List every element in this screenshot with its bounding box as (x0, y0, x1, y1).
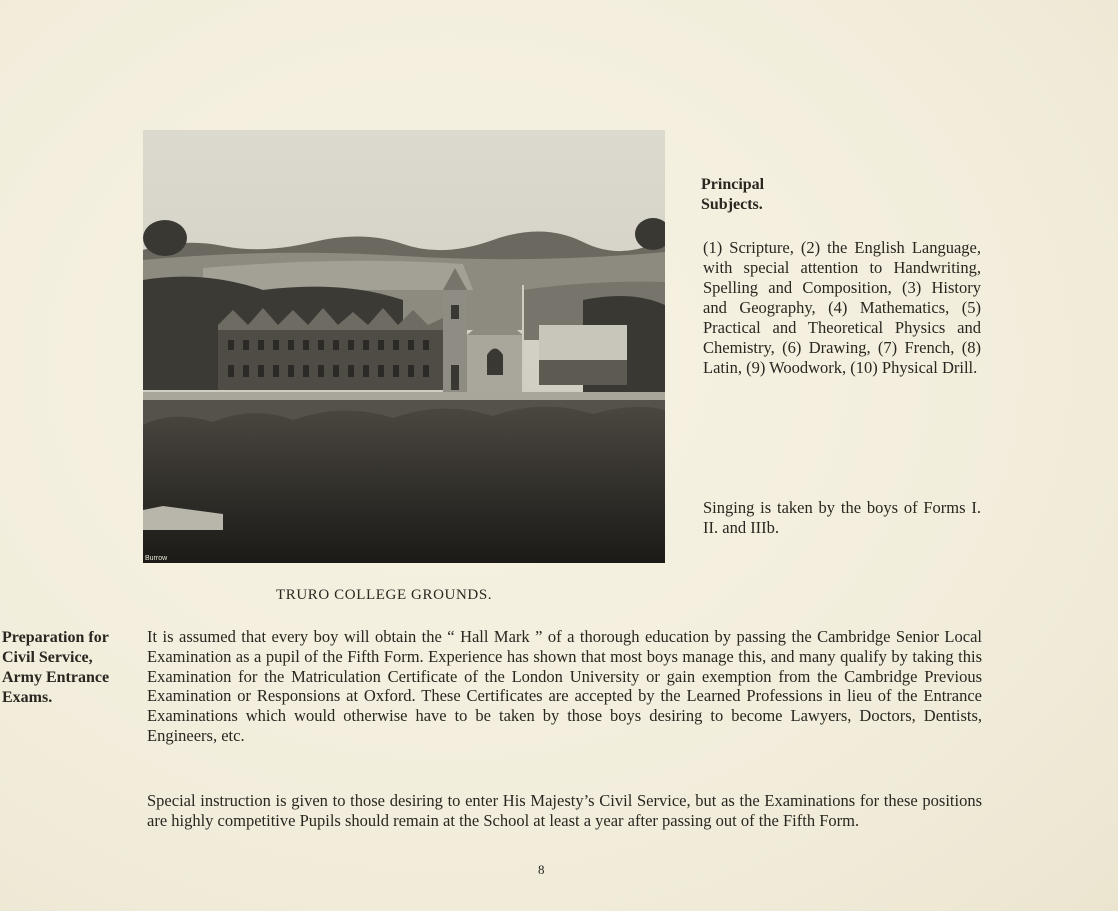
principal-subjects-heading: Principal Subjects. (701, 176, 765, 213)
singing-note: Singing is taken by the boys of Forms I. II. and IIIb. (703, 498, 981, 537)
photo-caption: TRURO COLLEGE GROUNDS. (276, 587, 493, 603)
preparation-paragraph-1: It is assumed that every boy will obtain the “ Hall Mark ” of a thorough education by passing the Cambridge Senior Local Examination as a pupil of the Fifth Form. Experience has shown that most boys manage this, and many qualify by taking this Examination for the Matriculation Certificate of the London University or gain exemption from the Cambridge Previous Examination or Responsions at Oxford. These Certificates are accepted by the Learned Professions in lieu of the Entrance Examinations which would otherwise have to be taken by those boys desiring to become Lawyers, Doctors, Dentists, Engineers, etc. (147, 627, 982, 745)
preparation-side-heading: Preparation for Civil Service, Army Entrance Exams. (2, 629, 110, 706)
page-number: 8 (538, 862, 545, 877)
photo-illustration (143, 130, 665, 563)
principal-subjects-list: (1) Scripture, (2) the English Language, with special attention to Handwriting, Spelling and Composition, (3) History and Geography, (4) Mathematics, (5) Practical and Theoretical Physics and Chemistry, (6) Drawing, (7) French, (8) Latin, (9) Woodwork, (10) Physical Drill. (703, 238, 981, 377)
college-grounds-photo (143, 130, 665, 563)
preparation-paragraph-2: Special instruction is given to those desiring to enter His Majesty’s Civil Service, but as the Examinations for these positions are highly competitive Pupils should remain at the School at least a year after passing out of the Fifth Form. (147, 791, 982, 830)
photographer-mark: Burrow (145, 555, 168, 562)
